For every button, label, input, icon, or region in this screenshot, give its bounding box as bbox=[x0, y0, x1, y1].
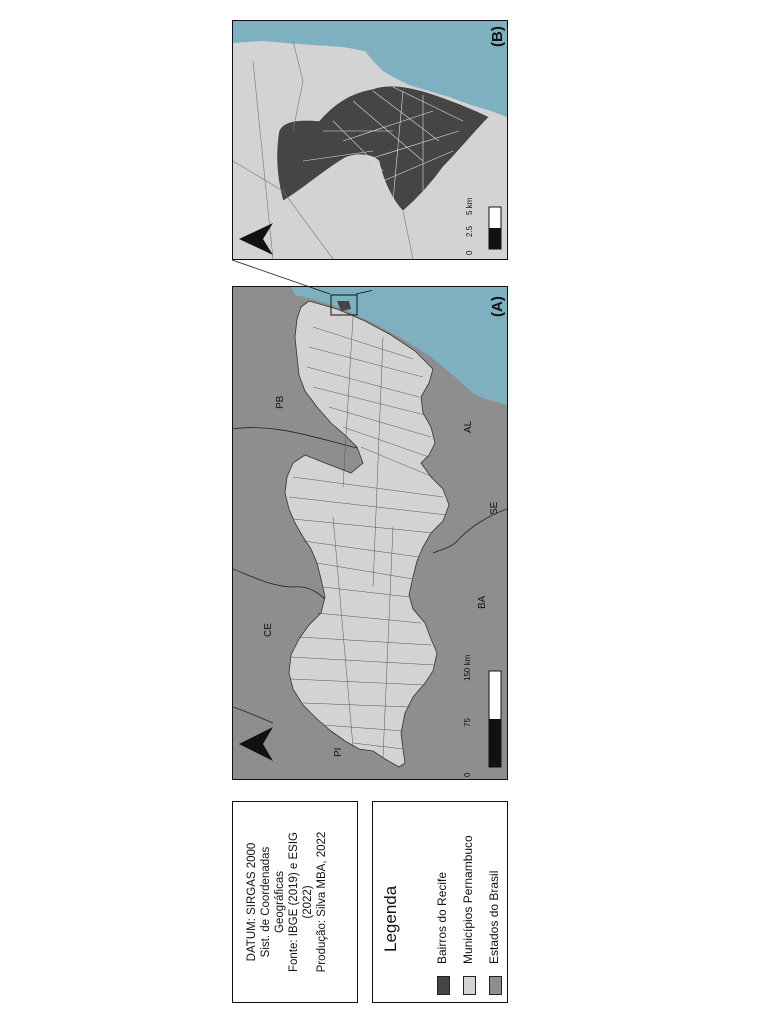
legend-title: Legenda bbox=[381, 885, 400, 952]
datum-line: Sist. de Coordenadas bbox=[260, 846, 272, 958]
datum-line: (2022) bbox=[302, 885, 314, 919]
panel-b-tag: (B) bbox=[489, 26, 506, 47]
scale-b-tick-0: 0 bbox=[465, 250, 474, 255]
datum-info-box bbox=[232, 801, 358, 1003]
panel-a-tag: (A) bbox=[489, 296, 506, 317]
datum-line: Produção: Silva MBA, 2022 bbox=[316, 831, 328, 973]
state-label-pb: PB bbox=[275, 395, 286, 409]
state-label-se: SE bbox=[489, 501, 500, 515]
scale-b-tick-5: 5 km bbox=[465, 197, 474, 215]
inset-connector-lines bbox=[232, 258, 372, 298]
state-label-pi: PI bbox=[333, 747, 344, 757]
legend-label-pernambuco: Municípios Pernambuco bbox=[461, 835, 475, 964]
legend-swatch-pernambuco bbox=[463, 976, 476, 995]
datum-text-block bbox=[245, 812, 329, 992]
map-b-canvas bbox=[233, 21, 507, 259]
scale-a-tick-0: 0 bbox=[463, 772, 472, 777]
map-panel-a bbox=[232, 286, 508, 780]
datum-line: DATUM: SIRGAS 2000 bbox=[246, 842, 258, 962]
legend-box bbox=[372, 801, 508, 1003]
state-label-al: AL bbox=[463, 420, 474, 433]
datum-line: Geográficas bbox=[274, 871, 286, 934]
map-a-canvas bbox=[233, 287, 507, 779]
scale-b-tick-2-5: 2.5 bbox=[465, 225, 474, 237]
datum-line: Fonte: IBGE (2019) e ESIG bbox=[288, 832, 300, 972]
scale-a-tick-150: 150 km bbox=[463, 654, 472, 681]
scale-bar-b-dark bbox=[489, 228, 501, 249]
state-label-ba: BA bbox=[477, 595, 488, 609]
scale-a-tick-75: 75 bbox=[463, 718, 472, 727]
state-label-ce: CE bbox=[263, 623, 274, 637]
legend-swatch-recife bbox=[437, 976, 450, 995]
legend-label-recife: Bairros do Recife bbox=[435, 871, 449, 964]
map-panel-b bbox=[232, 20, 508, 260]
legend-swatch-estados bbox=[489, 976, 502, 995]
scale-bar-a-dark bbox=[489, 719, 501, 767]
legend-label-estados: Estados do Brasil bbox=[487, 870, 501, 964]
